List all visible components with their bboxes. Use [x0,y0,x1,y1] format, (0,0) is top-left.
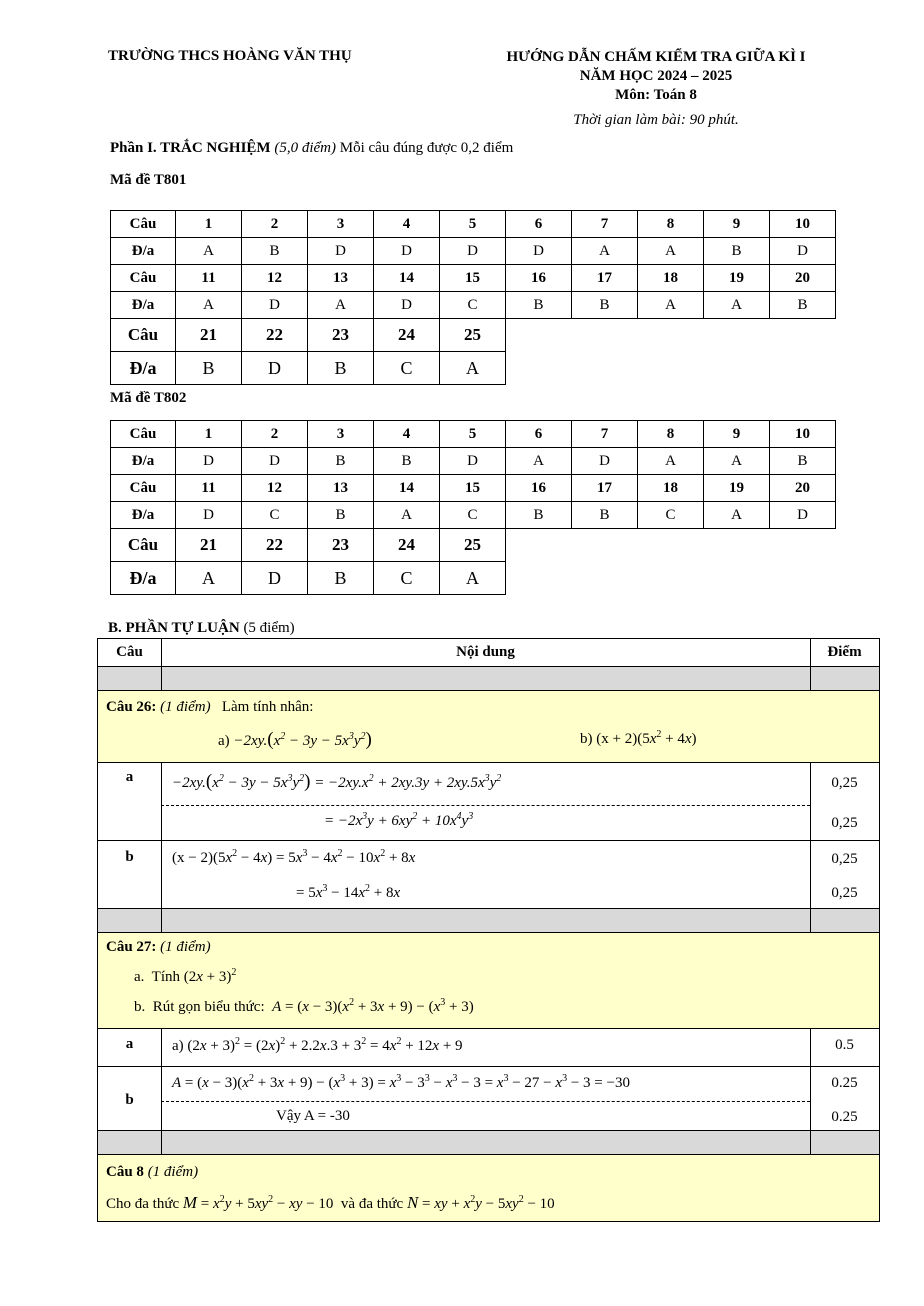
question-number-cell: 25 [440,319,506,352]
question-number-cell: 18 [638,475,704,502]
question-number-cell: 5 [440,421,506,448]
q27-b-step: $A = (x - 3)(x^2 + 3x + 9) - (x^3 + 3) = x^3 - 3^3 - x^3 - 3 = x^3 - 27 - x^3 - 3 = -30$ [172,1073,630,1091]
answer-cell: D [242,292,308,319]
code-title-t802: Mã đề T802 [110,390,187,406]
question-number-cell: 10 [770,421,836,448]
q27-item-b-text: Rút gọn biểu thức: [152,999,265,1015]
answer-cell: D [308,238,374,265]
q26-points: (1 điểm) [160,699,211,715]
q27-answer-b [98,1067,879,1131]
q27-a-prefix: a) [172,1038,184,1054]
question-number-cell: 11 [176,265,242,292]
question-number-cell: 3 [308,421,374,448]
question-number-row [111,265,836,292]
row-label-dap-an: Đ/a [111,292,176,319]
essay-table [97,638,880,1222]
q27-conclusion: Vậy A = -30 [276,1108,350,1124]
answer-cell: B [704,238,770,265]
question-number-cell: 15 [440,265,506,292]
answer-cell: A [704,502,770,529]
title-line-2: NĂM HỌC 2024 – 2025 [579,68,733,84]
answer-cell: A [638,238,704,265]
school-name: TRƯỜNG THCS HOÀNG VĂN THỤ [108,48,352,64]
answer-cell: D [770,502,836,529]
title-line-1: HƯỚNG DẪN CHẤM KIỂM TRA GIỮA KÌ I [506,49,806,65]
question-number-cell: 22 [242,529,308,562]
answer-row [111,292,836,319]
q27-points: (1 điểm) [160,939,211,955]
spacer-row [98,667,879,691]
answer-table-t801 [110,210,836,385]
question-number-cell: 1 [176,211,242,238]
answer-cell: B [506,502,572,529]
answer-cell: C [374,352,440,385]
answer-cell: A [374,502,440,529]
question-number-cell: 19 [704,265,770,292]
answer-cell: B [572,502,638,529]
q27-a-step: a) $(2x + 3)^2 = (2x)^2 + 2.2x.3 + 3^2 = 4x^2 + 12x + 9$ [172,1036,463,1054]
answer-cell: D [176,448,242,475]
answer-cell: A [176,238,242,265]
row-label-cau: Câu [111,319,176,352]
q27-b-tag: b [125,1092,134,1108]
question-number-cell: 7 [572,211,638,238]
answer-cell: C [440,292,506,319]
answer-cell: A [176,292,242,319]
part1-heading [110,140,513,157]
question-number-cell: 2 [242,211,308,238]
question-number-row [111,421,836,448]
answer-row [111,238,836,265]
answer-cell: B [572,292,638,319]
question-number-cell: 12 [242,265,308,292]
q27-statement [98,933,879,1029]
q8-text: Cho đa thức $M = x^2y + 5xy^2$ − xy − 10 và đa thức N = xy + $x^2y - 5xy^2 - 10$ [106,1193,555,1212]
answer-row [111,562,836,595]
question-number-cell: 5 [440,211,506,238]
question-number-cell: 9 [704,421,770,448]
spacer-row [98,1131,879,1155]
q26-b-prefix: b) [580,731,593,747]
row-label-dap-an: Đ/a [111,448,176,475]
question-number-row [111,475,836,502]
answer-cell: A [572,238,638,265]
question-number-cell: 3 [308,211,374,238]
essay-header-row [98,639,879,667]
question-number-cell: 2 [242,421,308,448]
q26-task: Làm tính nhân: [221,699,314,715]
answer-cell: D [242,352,308,385]
question-number-row [111,319,836,352]
question-number-cell: 13 [308,475,374,502]
row-label-cau: Câu [111,529,176,562]
question-number-cell: 20 [770,265,836,292]
row-label-dap-an: Đ/a [111,238,176,265]
part1-points: (5,0 điểm) [274,140,336,156]
row-label-dap-an: Đ/a [111,352,176,385]
answer-row [111,448,836,475]
answer-cell: A [308,292,374,319]
answer-cell: D [440,448,506,475]
question-number-cell: 6 [506,211,572,238]
q26-a-step1: $-2xy.(x^2 - 3y - 5x^3y^2) = -2xy.x^2 + 2xy.3y + 2xy.5x^3y^2$ [172,771,502,792]
question-number-cell: 4 [374,421,440,448]
question-number-cell: 7 [572,421,638,448]
question-number-cell: 15 [440,475,506,502]
q8-text-start: Cho đa thức [106,1196,180,1212]
question-number-cell: 20 [770,475,836,502]
question-number-cell: 19 [704,475,770,502]
question-number-cell: 13 [308,265,374,292]
answer-cell: B [308,502,374,529]
q8-label: Câu 8 [106,1164,144,1180]
answer-cell: B [770,448,836,475]
q26-a-prefix: a) [218,733,230,749]
q8-statement [98,1155,879,1221]
answer-cell: A [704,292,770,319]
q26-part-b: b) $(x + 2)(5x^2 + 4x)$ [580,729,697,747]
question-number-cell: 23 [308,529,374,562]
question-number-cell: 21 [176,319,242,352]
question-number-cell: 6 [506,421,572,448]
row-label-cau: Câu [111,211,176,238]
col-cau-header: Câu [116,644,143,660]
q8-text-mid: và đa thức [340,1196,404,1212]
q27-label: Câu 27: [106,939,157,955]
answer-cell: A [506,448,572,475]
subject: Môn: Toán 8 [615,87,697,103]
question-number-cell: 1 [176,421,242,448]
answer-cell: D [374,238,440,265]
question-number-cell: 25 [440,529,506,562]
q26-b-tag: b [125,849,134,865]
answer-cell: A [638,448,704,475]
question-number-cell: 16 [506,475,572,502]
q26-a-tag: a [125,769,134,785]
answer-cell: A [638,292,704,319]
question-number-cell: 9 [704,211,770,238]
part2-label: B. PHẦN TỰ LUẬN [108,620,240,636]
question-number-cell: 8 [638,211,704,238]
q27-b-score-2: 0.25 [831,1109,858,1125]
question-number-cell: 17 [572,265,638,292]
q26-b-score-2: 0,25 [831,885,858,901]
question-number-cell: 10 [770,211,836,238]
question-number-cell: 21 [176,529,242,562]
q26-part-a: $a) -2xy.(x^2 - 3y - 5x^3y^2)$ [218,729,372,750]
question-number-cell: 14 [374,475,440,502]
q27-item-b-marker: b. [134,999,146,1015]
answer-cell: B [308,562,374,595]
question-number-row [111,529,836,562]
answer-cell: A [440,562,506,595]
answer-cell: B [176,352,242,385]
answer-cell: B [308,448,374,475]
answer-table-t802 [110,420,836,595]
answer-cell: B [770,292,836,319]
part1-note: Mỗi câu đúng được 0,2 điểm [339,140,514,156]
question-number-cell: 22 [242,319,308,352]
question-number-cell: 23 [308,319,374,352]
part2-heading [108,620,295,637]
question-number-cell: 24 [374,529,440,562]
answer-cell: D [572,448,638,475]
q27-answer-a [98,1029,879,1067]
question-number-cell: 8 [638,421,704,448]
question-number-cell: 11 [176,475,242,502]
q26-answer-b [98,841,879,909]
answer-cell: B [242,238,308,265]
answer-cell: D [506,238,572,265]
q8-title [106,1164,198,1181]
answer-row [111,502,836,529]
answer-cell: C [242,502,308,529]
question-number-cell: 17 [572,475,638,502]
q27-a-score: 0.5 [835,1037,854,1053]
answer-cell: B [506,292,572,319]
answer-cell: A [704,448,770,475]
row-label-cau: Câu [111,475,176,502]
answer-cell: A [440,352,506,385]
q26-a-score-2: 0,25 [831,815,858,831]
answer-row [111,352,836,385]
answer-cell: D [374,292,440,319]
question-number-cell: 24 [374,319,440,352]
answer-cell: B [374,448,440,475]
code-title-t801: Mã đề T801 [110,172,187,188]
q27-item-a-text: Tính [151,969,180,985]
answer-cell: D [242,562,308,595]
question-number-row [111,211,836,238]
answer-cell: C [638,502,704,529]
col-content-header: Nội dung [456,644,515,660]
q26-b-score-1: 0,25 [831,851,858,867]
document-title [466,48,846,105]
q27-item-a: a. Tính $(2x + 3)^2$ [134,967,237,985]
q26-b-step2: = $5x^3 - 14x^2 + 8x$ [296,883,401,901]
row-label-cau: Câu [111,421,176,448]
part2-points: (5 điểm) [243,620,295,636]
answer-cell: B [308,352,374,385]
answer-cell: D [440,238,506,265]
spacer-row [98,909,879,933]
q27-item-b: b. Rút gọn biểu thức: $A = (x - 3)(x^2 + 3x + 9) - (x^3 + 3)$ [134,997,474,1015]
answer-cell: D [770,238,836,265]
q26-label: Câu 26: [106,699,157,715]
q26-title [106,699,313,716]
question-number-cell: 14 [374,265,440,292]
q26-answer-a [98,763,879,841]
answer-cell: D [176,502,242,529]
q27-b-score-1: 0.25 [831,1075,858,1091]
row-label-dap-an: Đ/a [111,502,176,529]
q27-title [106,939,211,956]
question-number-cell: 12 [242,475,308,502]
question-number-cell: 18 [638,265,704,292]
answer-cell: A [176,562,242,595]
q26-statement [98,691,879,763]
question-number-cell: 4 [374,211,440,238]
q26-a-score-1: 0,25 [831,775,858,791]
q26-a-step2: = $-2x^3y + 6xy^2 + 10x^4y^3$ [324,811,474,829]
q26-b-step1: $(x - 2)(5x^2 - 4x) = 5x^3 - 4x^2 - 10x^2 + 8x$ [172,848,416,866]
q27-a-tag: a [125,1036,134,1052]
row-label-dap-an: Đ/a [111,562,176,595]
part1-label: Phần I. TRẮC NGHIỆM [110,140,271,156]
q8-points: (1 điểm) [147,1164,199,1180]
q27-item-a-marker: a. [134,969,145,985]
col-score-header: Điểm [827,644,862,660]
row-label-cau: Câu [111,265,176,292]
answer-cell: C [374,562,440,595]
answer-cell: C [440,502,506,529]
answer-cell: D [242,448,308,475]
exam-time: Thời gian làm bài: 90 phút. [573,112,739,128]
question-number-cell: 16 [506,265,572,292]
